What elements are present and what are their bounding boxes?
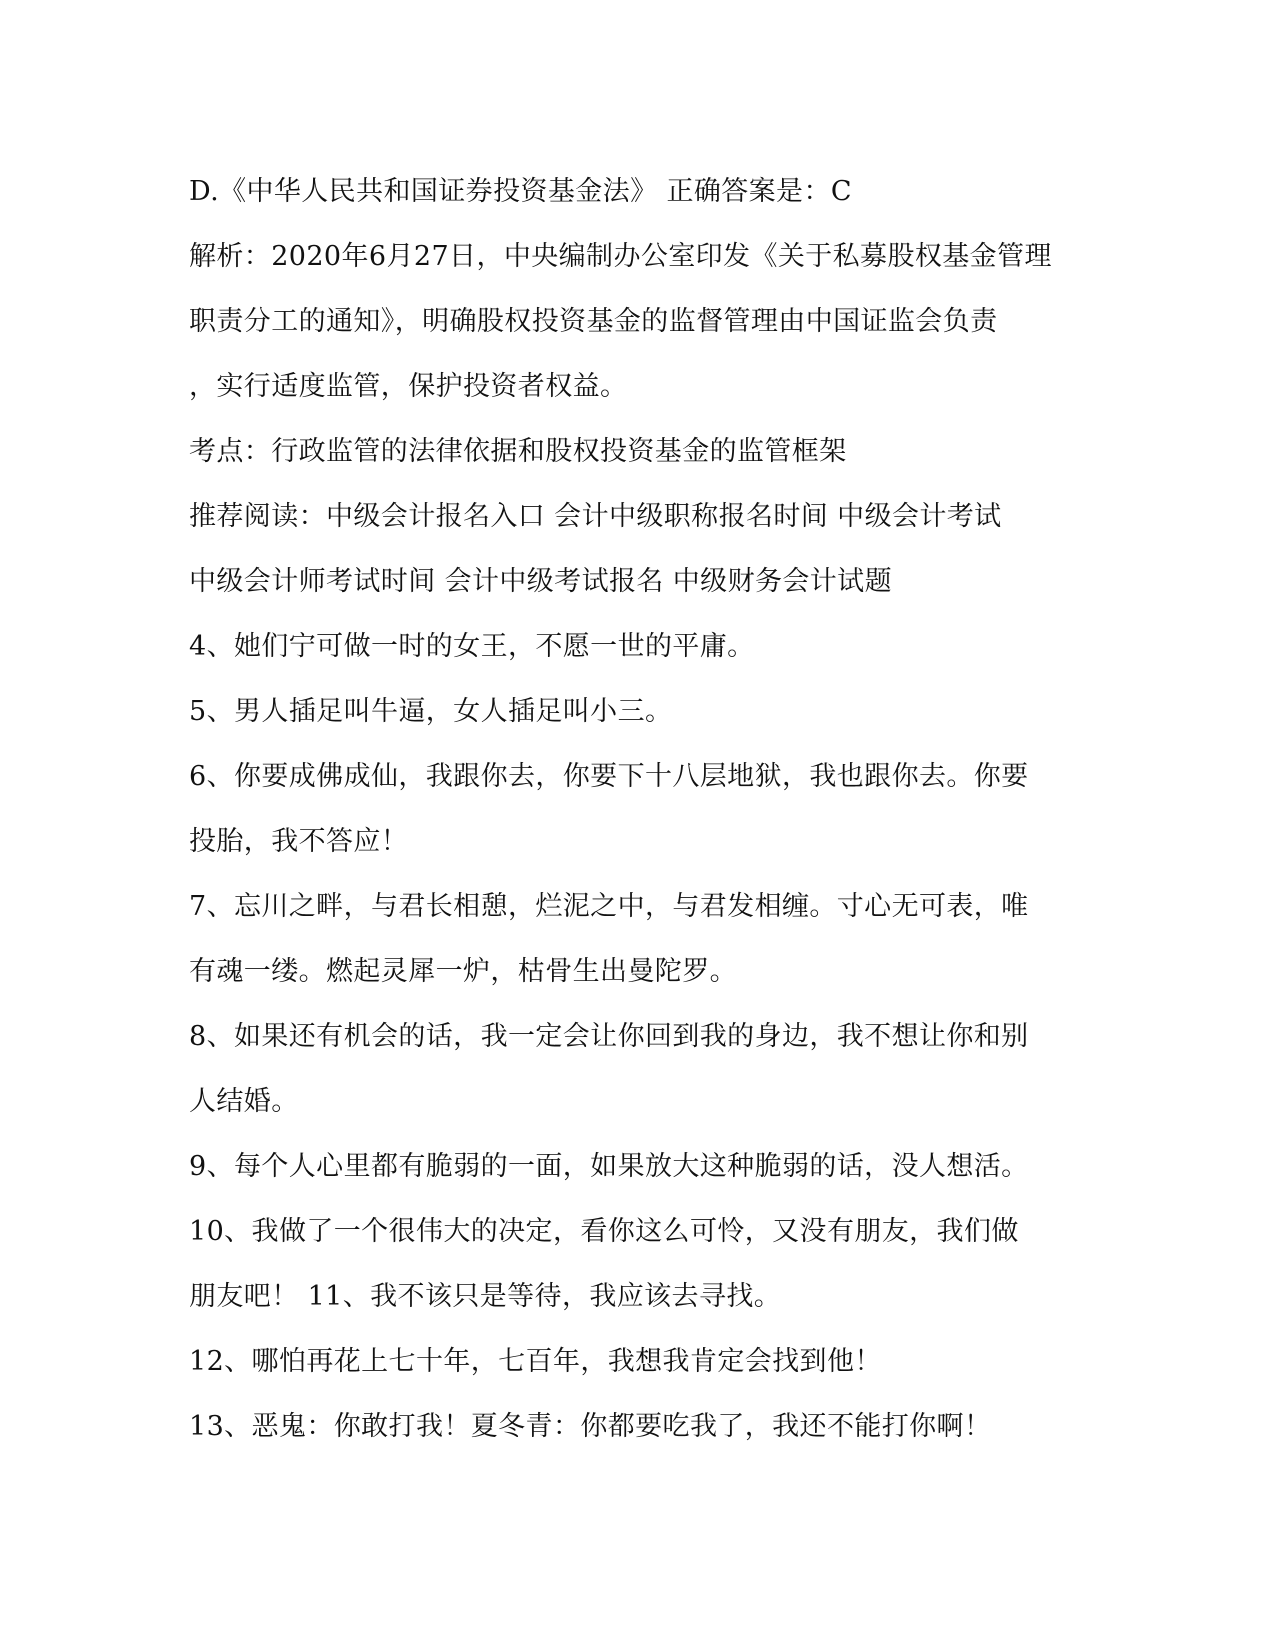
quote-7-line-1: 7、忘川之畔，与君长相憩，烂泥之中，与君发相缠。寸心无可表，唯 [189,891,1029,922]
analysis-line-1: 解析：2020年6月27日，中央编制办公室印发《关于私募股权基金管理 [189,241,1052,272]
quote-13: 13、恶鬼：你敢打我！夏冬青：你都要吃我了，我还不能打你啊！ [189,1411,992,1442]
recommended-line-1: 推荐阅读：中级会计报名入口 会计中级职称报名时间 中级会计考试 [189,501,1002,532]
quote-4: 4、她们宁可做一时的女王，不愿一世的平庸。 [189,631,755,662]
quote-10-line-1: 10、我做了一个很伟大的决定，看你这么可怜，又没有朋友，我们做 [189,1216,1019,1247]
quote-6-line-2: 投胎，我不答应！ [189,826,409,857]
answer-line: D.《中华人民共和国证券投资基金法》 正确答案是：C [189,176,852,207]
quote-8-line-2: 人结婚。 [189,1086,299,1117]
analysis-line-2: 职责分工的通知》，明确股权投资基金的监督管理由中国证监会负责 [189,306,998,337]
quote-12: 12、哪怕再花上七十年，七百年，我想我肯定会找到他！ [189,1346,882,1377]
quote-7-line-2: 有魂一缕。燃起灵犀一炉，枯骨生出曼陀罗。 [189,956,737,987]
quote-9: 9、每个人心里都有脆弱的一面，如果放大这种脆弱的话，没人想活。 [189,1151,1029,1182]
quote-5: 5、男人插足叫牛逼，女人插足叫小三。 [189,696,673,727]
quote-6-line-1: 6、你要成佛成仙，我跟你去，你要下十八层地狱，我也跟你去。你要 [189,761,1029,792]
exam-point-line: 考点：行政监管的法律依据和股权投资基金的监管框架 [189,436,847,467]
quote-10-11-line: 朋友吧！ 11、我不该只是等待，我应该去寻找。 [189,1281,782,1312]
analysis-line-3: ，实行适度监管，保护投资者权益。 [189,371,628,402]
quote-8-line-1: 8、如果还有机会的话，我一定会让你回到我的身边，我不想让你和别 [189,1021,1029,1052]
recommended-line-2: 中级会计师考试时间 会计中级考试报名 中级财务会计试题 [189,566,892,597]
